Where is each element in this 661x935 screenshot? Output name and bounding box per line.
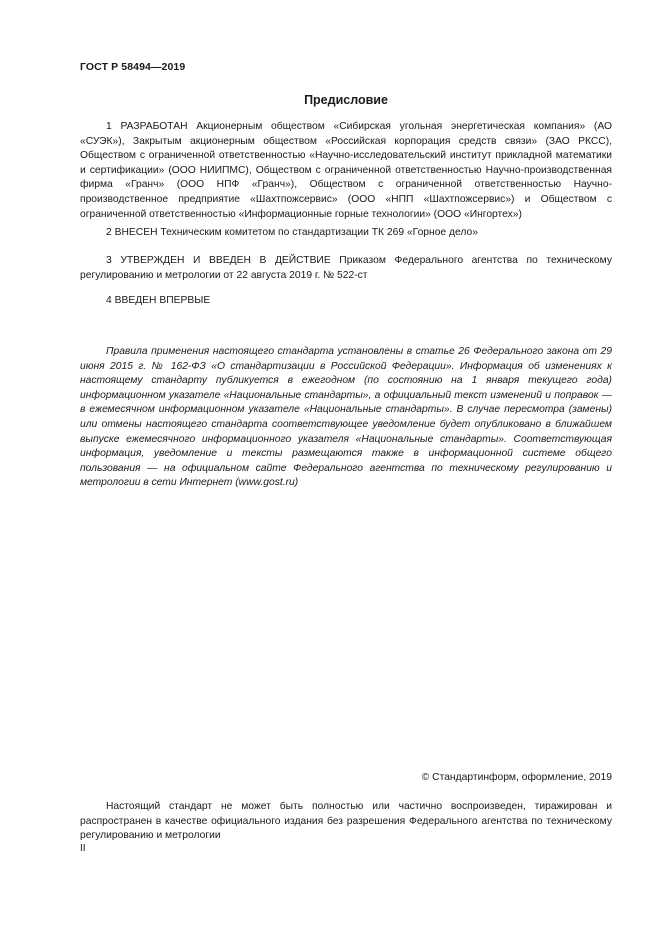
standard-id-header: ГОСТ Р 58494—2019 xyxy=(80,61,186,73)
preface-title: Предисловие xyxy=(304,93,388,107)
preface-item-developed: 1 РАЗРАБОТАН Акционерным обществом «Сибирская угольная энергетическая компания» (АО «СУЭК»), Закрытым акционерным обществом «Российская корпорация средств связи» (ЗАО РКСС), Обществом с ограниченной ответственностью «Научно-исследовательский институт прикладной математики и сертификации» (ООО НИИПМС), Обществом с ограниченной ответственностью Научно-производственная фирма «Гранч» (ООО НПФ «Гранч»), Обществом с ограниченной ответственностью Научно-производственное предприятие «Шахтпожсервис» (ООО «НПП «Шахтпожсервис») и Обществом с ограниченной ответственностью «Информационные горные технологии» (ООО «Ингортех») xyxy=(80,121,612,220)
reproduction-notice: Настоящий стандарт не может быть полностью или частично воспроизведен, тиражирован и распространен в качестве официального издания без разрешения Федерального агентства по техническому регулированию и метрологии xyxy=(80,801,612,842)
rules-note: Правила применения настоящего стандарта установлены в статье 26 Федерального закона от 29 июня 2015 г. № 162-ФЗ «О стандартизации в Российской Федерации». Информация об изменениях к настоящему стандарту публикуется в ежегодном (по состоянию на 1 января текущего года) информационном указателе «Национальные стандарты», а официальный текст изменений и поправок — в ежемесячном информационном указателе «Национальные стандарты». В случае пересмотра (замены) или отмены настоящего стандарта соответствующее уведомление будет опубликовано в ближайшем выпуске ежемесячного информационного указателя «Национальные стандарты». Соответствующая информация, уведомление и тексты размещаются также в информационной системе общего пользования — на официальном сайте Федерального агентства по техническому регулированию и метрологии в сети Интернет (www.gost.ru) xyxy=(80,346,612,489)
preface-item-approved: 3 УТВЕРЖДЕН И ВВЕДЕН В ДЕЙСТВИЕ Приказом Федерального агентства по техническому регулированию и метрологии от 22 августа 2019 г. № 522-ст xyxy=(80,255,612,281)
preface-item-introduced: 2 ВНЕСЕН Техническим комитетом по стандартизации ТК 269 «Горное дело» xyxy=(106,227,478,238)
copyright-line: © Стандартинформ, оформление, 2019 xyxy=(421,772,612,783)
page-number: II xyxy=(80,843,86,854)
preface-item-first-introduced: 4 ВВЕДЕН ВПЕРВЫЕ xyxy=(106,295,211,306)
